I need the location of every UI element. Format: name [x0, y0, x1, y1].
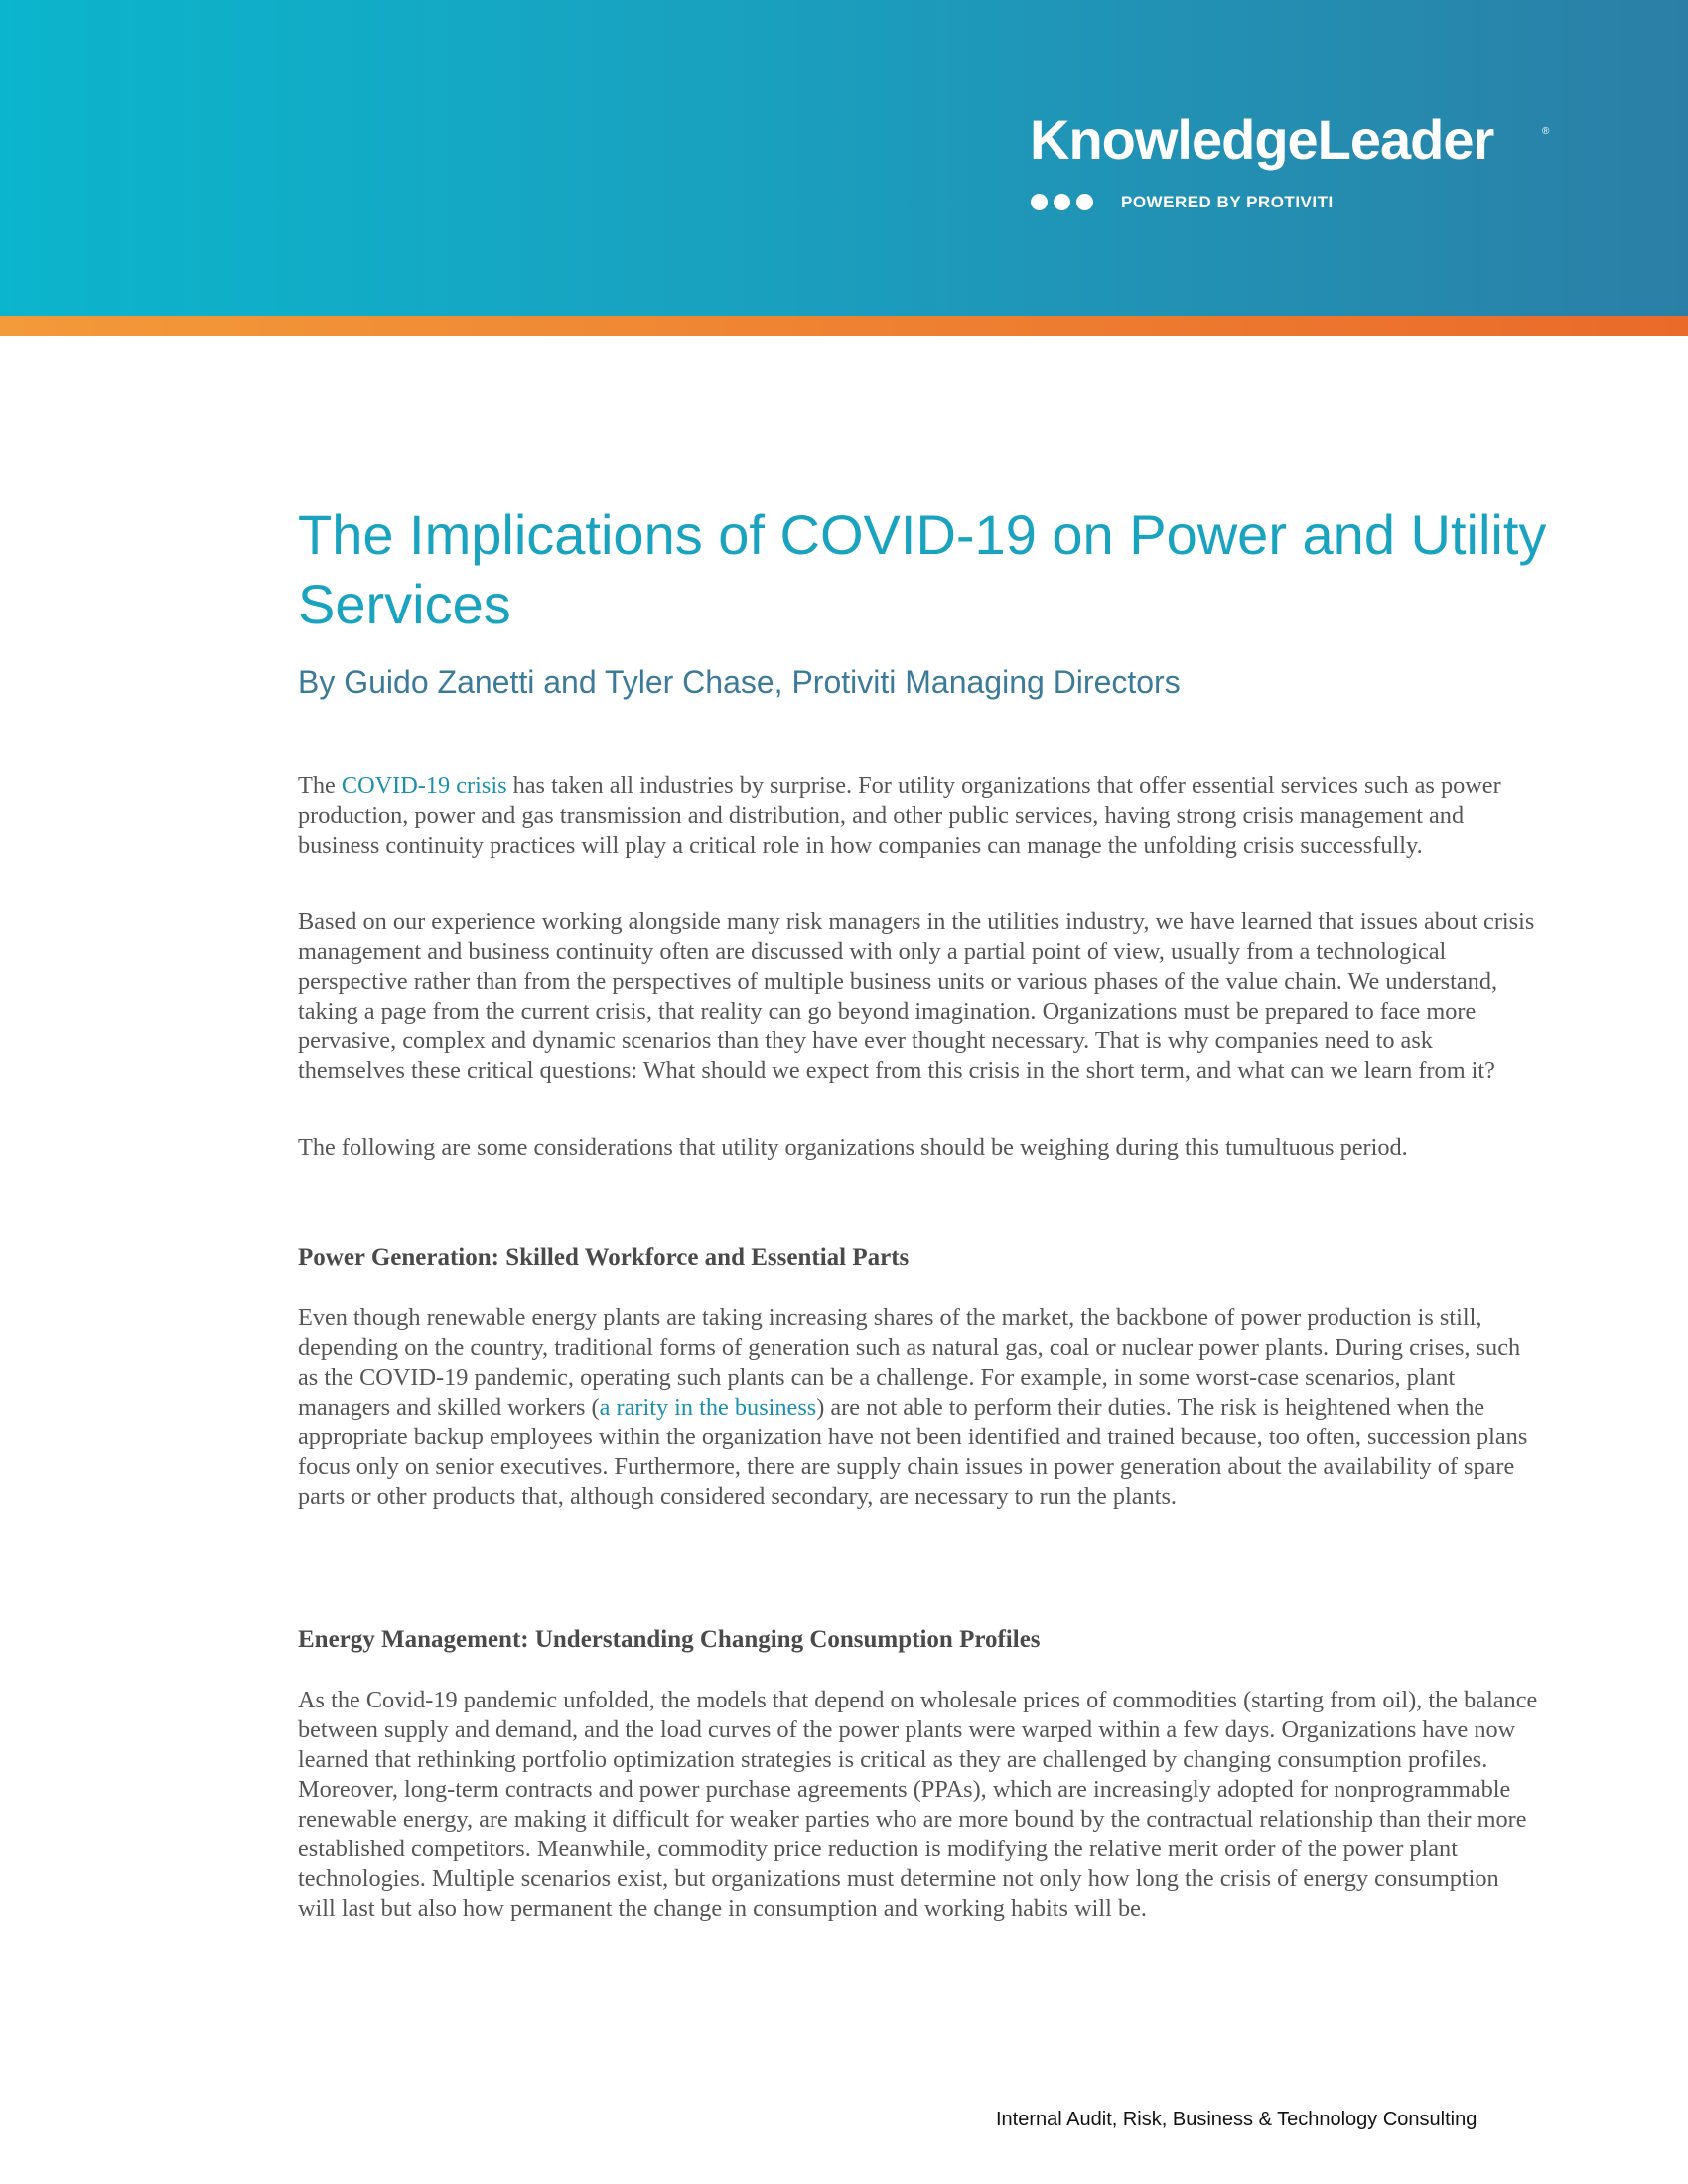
brand-tagline: POWERED BY PROTIVITI	[1121, 193, 1334, 211]
intro-paragraph-1-text-a: The	[298, 772, 342, 799]
page-title: The Implications of COVID-19 on Power and Utility Services	[298, 503, 1547, 635]
intro-paragraph-3: The following are some considerations that utility organizations should be weighing during this tumultuous period.	[298, 1134, 1408, 1160]
section-body-power-generation	[298, 1303, 1541, 1512]
brand-dots-icon	[1031, 194, 1093, 210]
covid-crisis-link[interactable]: COVID-19 crisis	[341, 772, 507, 799]
footer-tagline: Internal Audit, Risk, Business & Technology Consulting	[996, 2109, 1477, 2130]
power-generation-text-a: Even though renewable energy plants are taking increasing shares of the market, the backbone of power production is still, depending on the country, traditional forms of generation such as natural gas, coal or nuclear power plants. During crises, such as the COVID-19 pandemic, operating such plants can be a challenge. For example, in some worst-case scenarios, plant managers and skilled workers (	[298, 1304, 1521, 1421]
brand-registered-mark: ®	[1542, 126, 1550, 137]
author-byline: By Guido Zanetti and Tyler Chase, Protiviti Managing Directors	[298, 664, 1181, 700]
power-generation-text-b: ) are not able to perform their duties. The risk is heightened when the appropriate backup employees within the organization have not been identified and trained because, too often, succession plans focus only on senior executives. Furthermore, there are supply chain issues in power generation about the availability of spare parts or other products that, although considered secondary, are necessary to run the plants.	[298, 1394, 1528, 1510]
brand-logo-wordmark: KnowledgeLeader	[1030, 108, 1494, 171]
intro-paragraph-2: Based on our experience working alongside many risk managers in the utilities industry, we have learned that issues about crisis management and business continuity often are discussed with only a partial point of view, usually from a technological perspective rather than from the perspectives of multiple business units or various phases of the value chain. We understand, taking a page from the current crisis, that reality can go beyond imagination. Organizations must be prepared to face more pervasive, complex and dynamic scenarios than they have ever thought necessary. That is why companies need to ask themselves these critical questions: What should we expect from this crisis in the short term, and what can we learn from it?	[298, 908, 1535, 1084]
rarity-in-business-link[interactable]: a rarity in the business	[599, 1394, 817, 1421]
header-accent-bar	[0, 316, 1688, 336]
section-body-energy-management: As the Covid-19 pandemic unfolded, the models that depend on wholesale prices of commodities (starting from oil), the balance between supply and demand, and the load curves of the power plants were warped within a few days. Organizations have now learned that rethinking portfolio optimization strategies is critical as they are challenged by changing consumption profiles. Moreover, long-term contracts and power purchase agreements (PPAs), which are increasingly adopted for nonprogrammable renewable energy, are making it difficult for weaker parties who are more bound by the contractual relationship than their more established competitors. Meanwhile, commodity price reduction is modifying the relative merit order of the power plant technologies. Multiple scenarios exist, but organizations must determine not only how long the crisis of energy consumption will last but also how permanent the change in consumption and working habits will be.	[298, 1687, 1538, 1922]
intro-paragraph-1-text-b: has taken all industries by surprise. For utility organizations that offer essential services such as power production, power and gas transmission and distribution, and other public services, having strong crisis management and business continuity practices will play a critical role in how companies can manage the unfolding crisis successfully.	[298, 772, 1501, 859]
section-heading-energy-management: Energy Management: Understanding Changing Consumption Profiles	[298, 1626, 1041, 1653]
section-heading-power-generation: Power Generation: Skilled Workforce and Essential Parts	[298, 1244, 910, 1271]
intro-paragraph-1	[298, 771, 1541, 861]
